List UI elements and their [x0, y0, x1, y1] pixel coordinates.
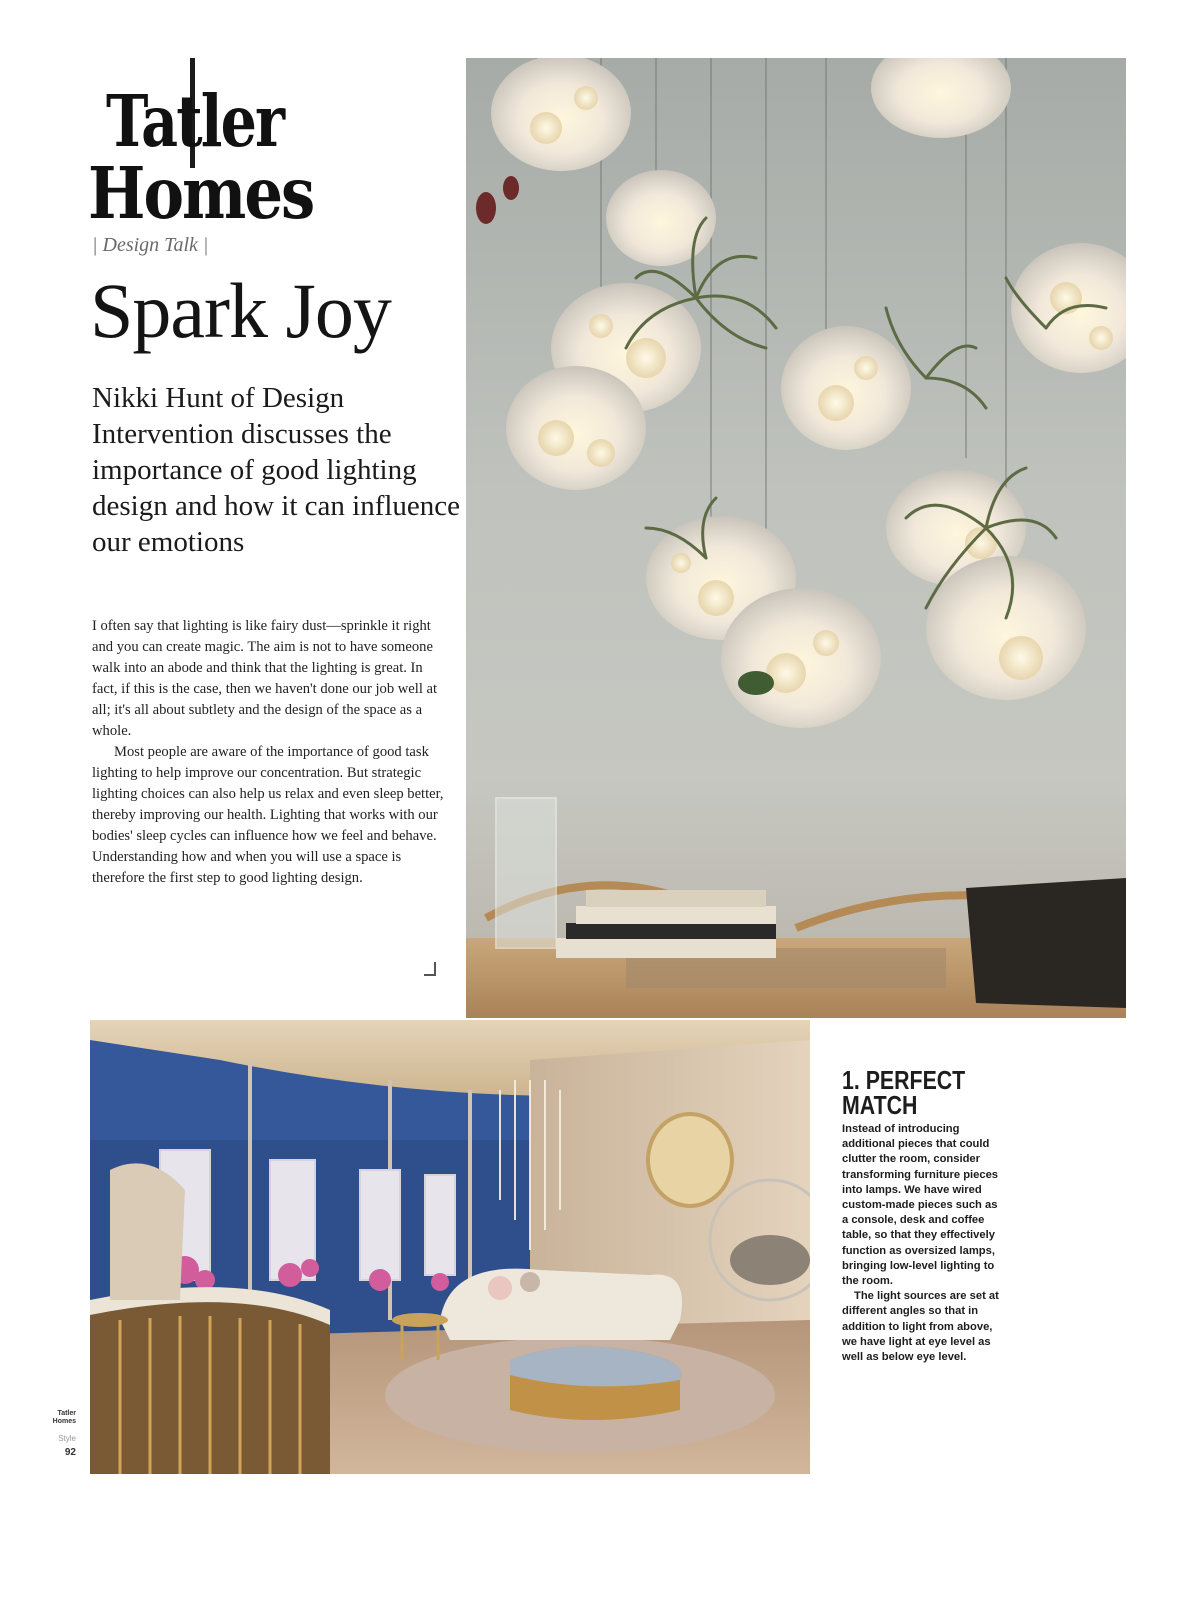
folio-brand-line-1: Tatler [57, 1410, 76, 1417]
end-mark-icon [424, 962, 436, 976]
pendant-lights-photo [466, 58, 1126, 1018]
sidebar-paragraph-1: Instead of introducing additional pieces that could clutter the room, consider transforming furniture pieces into lamps. We have wired custom-made pieces such as a console, desk and coffee table, so that they effectively function as oversized lamps, bringing low-level lighting to the room. [842, 1123, 999, 1288]
page-folio [36, 1410, 76, 1458]
masthead-line-1: Tatler [106, 79, 284, 164]
article-dek: Nikki Hunt of Design Intervention discusses the importance of good lighting design and how it can influence our emotions [92, 382, 461, 558]
pendant-lights-illustration [466, 58, 1126, 1018]
sidebar-title: 1. PERFECT MATCH [842, 1065, 966, 1120]
book-stack [556, 890, 776, 958]
sidebar-paragraph-2: The light sources are set at different angles so that in addition to light from above, we have light at eye level as well as below eye level. [842, 1290, 999, 1364]
living-room-illustration [90, 1020, 810, 1474]
masthead-line-2: Homes [88, 151, 314, 236]
article-body [92, 616, 448, 889]
folio-brand-line-2: Homes [52, 1418, 76, 1425]
glass-globes [491, 58, 1126, 728]
article-headline: Spark Joy [90, 267, 391, 354]
section-label: | Design Talk | [92, 234, 209, 256]
page-number: 92 [64, 1447, 76, 1458]
sidebar-body [842, 1122, 1002, 1365]
living-room-photo [90, 1020, 810, 1474]
folio-section: Style [58, 1434, 76, 1443]
body-paragraph-2: Most people are aware of the importance of good task lighting to help improve our concentration. But strategic lighting choices can also help us relax and even sleep better, thereby improving our health. Lighting that works with our bodies' sleep cycles can influence how we feel and behave. Understanding how and when you will use a space is therefore the first step to good lighting design. [92, 744, 444, 886]
masthead-logo [88, 58, 314, 236]
body-paragraph-1: I often say that lighting is like fairy dust—sprinkle it right and you can create magic. The aim is not to have someone walk into an abode and think that the lighting is great. In fact, if this is the case, then we haven't done our job well at all; it's all about subtlety and the design of the space as a whole. [92, 618, 438, 739]
